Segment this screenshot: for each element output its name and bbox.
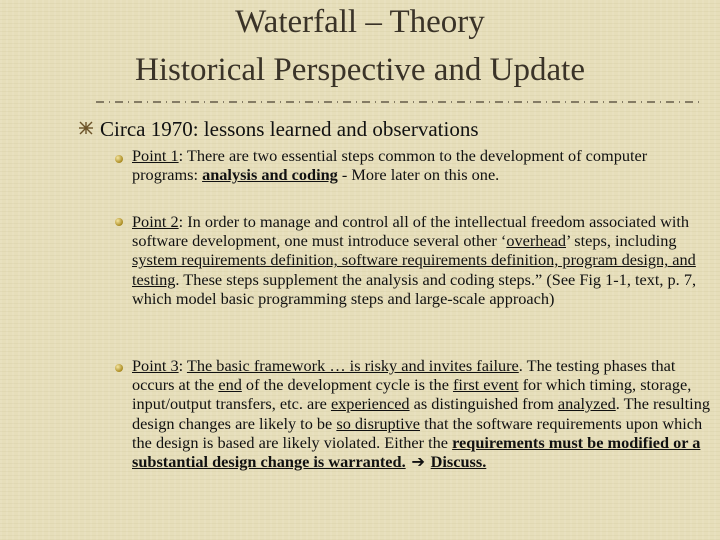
slide-title-line2: Historical Perspective and Update (135, 52, 585, 88)
point-2-text-mid: ’ steps, including (566, 231, 677, 251)
point-3-text-7: that the software requirements upon which the design is based are likely violated. Either the (132, 413, 703, 452)
main-heading: Circa 1970: lessons learned and observations (100, 117, 479, 141)
point-1-label: Point 1 (132, 146, 179, 165)
arrow-right-icon: ➔ (405, 452, 431, 472)
point-3-text-5: as distinguished from (409, 394, 558, 414)
point-1-text-end: - More later on this one. (337, 165, 500, 185)
point-3-disruptive: so disruptive (336, 413, 421, 433)
slide-title-line1: Waterfall – Theory (235, 4, 485, 40)
point-3-first-event: first event (453, 375, 519, 395)
point-3-framework: The basic framework … is risky and invites failure (186, 356, 519, 375)
point-3-label: Point 3 (132, 356, 179, 375)
round-bullet-icon (115, 155, 123, 163)
point-3-text-3: of the development cycle is the (241, 375, 453, 395)
point-3-text-6: . The resulting design changes are likely to be (132, 394, 710, 433)
title-divider (96, 96, 700, 108)
point-3-text-4: for which timing, storage, input/output transfers, etc. are (132, 375, 692, 414)
point-2-steps: system requirements definition, software requirements definition, program design, and testing (132, 250, 696, 289)
point-2-text-end: . These steps supplement the analysis and coding steps.” (See Fig 1-1, text, p. 7, which model basic programming steps and large-scale approach) (132, 269, 697, 308)
round-bullet-icon (115, 364, 123, 372)
point-1-emphasis: analysis and coding (202, 165, 338, 185)
point-2 (132, 212, 712, 308)
point-2-overhead: overhead (506, 231, 567, 251)
point-2-label: Point 2 (132, 212, 179, 231)
point-3-conclusion: requirements must be modified or a substantial design change is warranted. (132, 432, 701, 472)
point-2-text: : In order to manage and control all of the intellectual freedom associated with software development, one must introduce several other ‘ (132, 212, 690, 251)
point-1 (132, 146, 712, 184)
point-3-text: : (178, 356, 187, 375)
point-3-experienced: experienced (330, 394, 410, 414)
point-3 (132, 356, 712, 471)
point-3-analyzed: analyzed (557, 394, 616, 414)
point-3-end: end (218, 375, 242, 395)
point-1-text: : There are two essential steps common to the development of computer programs: (132, 146, 648, 185)
tree-bullet-icon (78, 121, 94, 135)
point-3-text-2: . The testing phases that occurs at the (132, 356, 676, 395)
point-3-discuss: Discuss. (430, 452, 487, 472)
round-bullet-icon (115, 218, 123, 226)
